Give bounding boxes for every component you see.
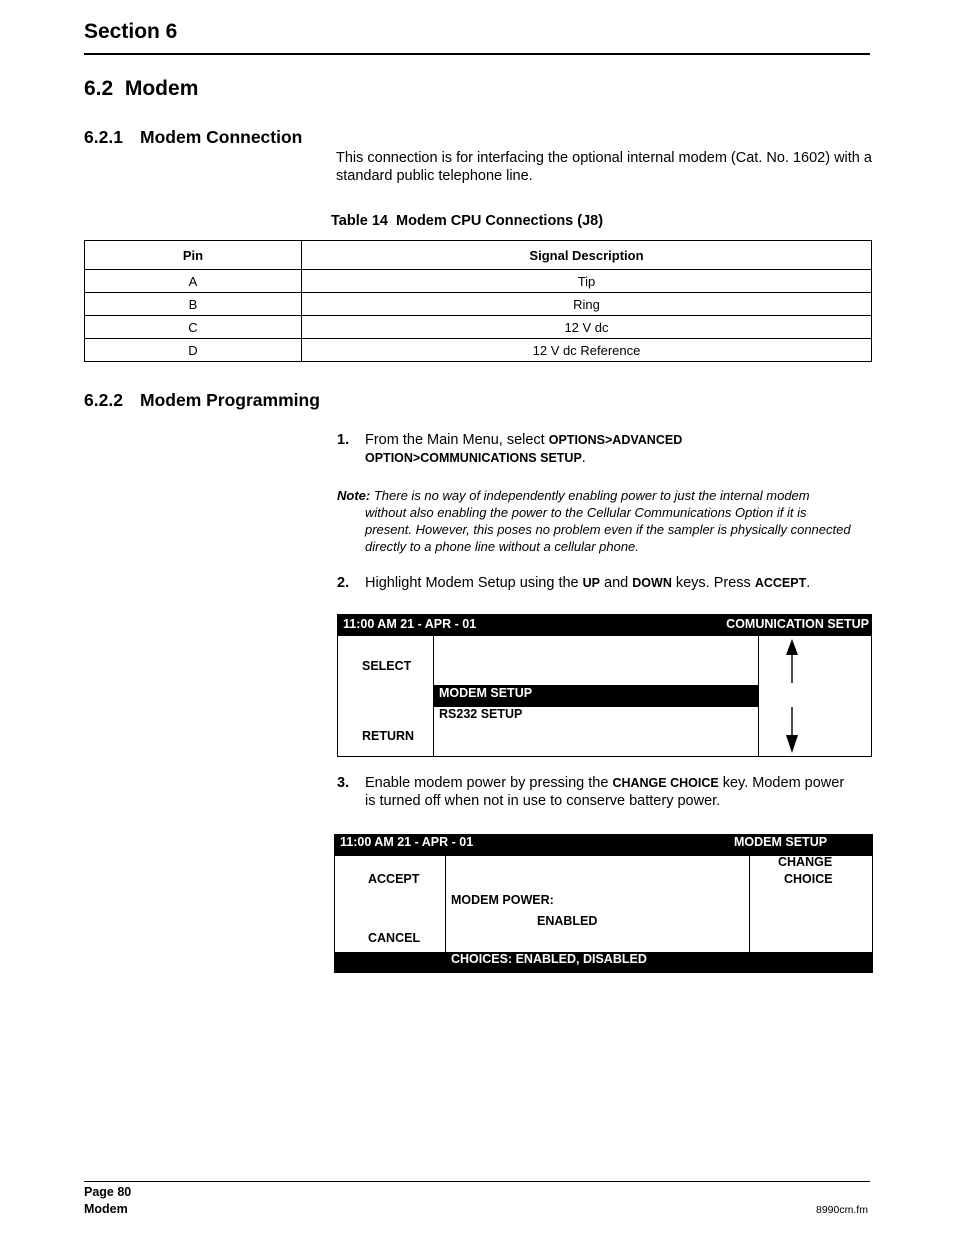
screen-title-bar bbox=[335, 835, 872, 856]
table-row bbox=[85, 316, 872, 339]
subheading-title: Modem Connection bbox=[140, 127, 303, 147]
step-text-end: . bbox=[806, 575, 811, 591]
menu-path: OPTIONS>ADVANCED OPTION>COMMUNICATIONS SETUP bbox=[365, 433, 683, 465]
modem-cpu-connections-table bbox=[84, 240, 872, 362]
change-choice-softkey-line1[interactable]: CHANGE bbox=[778, 855, 833, 869]
table-row bbox=[85, 270, 872, 293]
cell-signal: Tip bbox=[302, 270, 872, 293]
key-accept: ACCEPT bbox=[754, 576, 807, 590]
divider bbox=[758, 636, 759, 756]
footer-filename: 8990cm.fm bbox=[816, 1204, 868, 1216]
down-arrow-icon[interactable] bbox=[785, 707, 799, 753]
note bbox=[337, 487, 852, 555]
subheading-modem-programming bbox=[84, 390, 320, 411]
step-number: 1. bbox=[337, 432, 350, 448]
cell-signal: 12 V dc bbox=[302, 316, 872, 339]
step-text: keys. Press bbox=[671, 575, 755, 591]
table-row bbox=[85, 293, 872, 316]
cell-pin: B bbox=[85, 293, 302, 316]
up-arrow-icon[interactable] bbox=[785, 639, 799, 685]
table-caption: Table 14 Modem CPU Connections (J8) bbox=[331, 213, 604, 229]
step-number: 3. bbox=[337, 775, 350, 791]
note-text: There is no way of independently enabling power to just the internal modem without also enabling the power to the Cellular Communications Option if it is present. However, this poses no problem even if the sampler is physically connected directly to a phone line without a cellular phone. bbox=[365, 488, 851, 554]
table-header-row bbox=[85, 241, 872, 270]
subheading-title: Modem Programming bbox=[140, 390, 320, 410]
screen-datetime: 11:00 AM 21 - APR - 01 bbox=[340, 835, 474, 849]
cancel-softkey[interactable]: CANCEL bbox=[368, 931, 421, 945]
step-3 bbox=[337, 774, 847, 810]
modem-connection-text: This connection is for interfacing the optional internal modem (Cat. No. 1602) with a standard public telephone line. bbox=[336, 150, 872, 184]
table-row bbox=[85, 339, 872, 362]
menu-item-rs232-setup[interactable]: RS232 SETUP bbox=[439, 707, 523, 721]
choices-text: CHOICES: ENABLED, DISABLED bbox=[451, 952, 647, 966]
step-text: From the Main Menu, select bbox=[365, 432, 549, 448]
step-text: Highlight Modem Setup using the bbox=[365, 575, 583, 591]
step-number: 2. bbox=[337, 575, 350, 591]
step-text: Enable modem power by pressing the bbox=[365, 775, 613, 791]
section-title: Section 6 bbox=[84, 20, 178, 43]
step-text: key. Modem power is turned off when not in use to conserve battery power. bbox=[365, 775, 845, 809]
footer-page: Page 80 bbox=[84, 1185, 132, 1199]
step-text-end: . bbox=[581, 450, 586, 466]
cell-pin: C bbox=[85, 316, 302, 339]
screen-datetime: 11:00 AM 21 - APR - 01 bbox=[343, 617, 477, 631]
subheading-number: 6.2.2 bbox=[84, 390, 123, 410]
divider bbox=[749, 856, 750, 952]
return-softkey[interactable]: RETURN bbox=[362, 729, 415, 743]
key-change-choice: CHANGE CHOICE bbox=[612, 776, 719, 790]
modem-power-label: MODEM POWER: bbox=[451, 893, 554, 907]
screen-title-bar bbox=[338, 615, 871, 636]
cell-pin: D bbox=[85, 339, 302, 362]
column-header-pin: Pin bbox=[85, 241, 302, 270]
footer-section: Modem bbox=[84, 1202, 128, 1216]
header-rule bbox=[84, 53, 870, 55]
modem-setup-screen bbox=[334, 834, 873, 973]
communication-setup-screen bbox=[337, 614, 872, 757]
footer-rule bbox=[84, 1181, 870, 1182]
heading-modem: 6.2 Modem bbox=[84, 77, 199, 100]
key-down: DOWN bbox=[632, 576, 672, 590]
note-label: Note: bbox=[337, 488, 371, 503]
key-up: UP bbox=[582, 576, 601, 590]
menu-item-modem-setup[interactable]: MODEM SETUP bbox=[434, 685, 758, 707]
modem-power-value[interactable]: ENABLED bbox=[537, 914, 598, 928]
screen-title: COMUNICATION SETUP bbox=[726, 617, 869, 631]
subheading-number: 6.2.1 bbox=[84, 127, 123, 147]
column-header-signal: Signal Description bbox=[302, 241, 872, 270]
cell-signal: 12 V dc Reference bbox=[302, 339, 872, 362]
select-softkey[interactable]: SELECT bbox=[362, 659, 412, 673]
step-2 bbox=[337, 574, 873, 592]
divider bbox=[445, 856, 446, 952]
accept-softkey[interactable]: ACCEPT bbox=[368, 872, 420, 886]
choices-bar bbox=[335, 952, 872, 972]
step-text: and bbox=[600, 575, 633, 591]
cell-signal: Ring bbox=[302, 293, 872, 316]
screen-title: MODEM SETUP bbox=[734, 835, 828, 849]
step-1 bbox=[337, 431, 873, 467]
cell-pin: A bbox=[85, 270, 302, 293]
change-choice-softkey-line2[interactable]: CHOICE bbox=[784, 872, 833, 886]
subheading-modem-connection bbox=[84, 127, 302, 148]
